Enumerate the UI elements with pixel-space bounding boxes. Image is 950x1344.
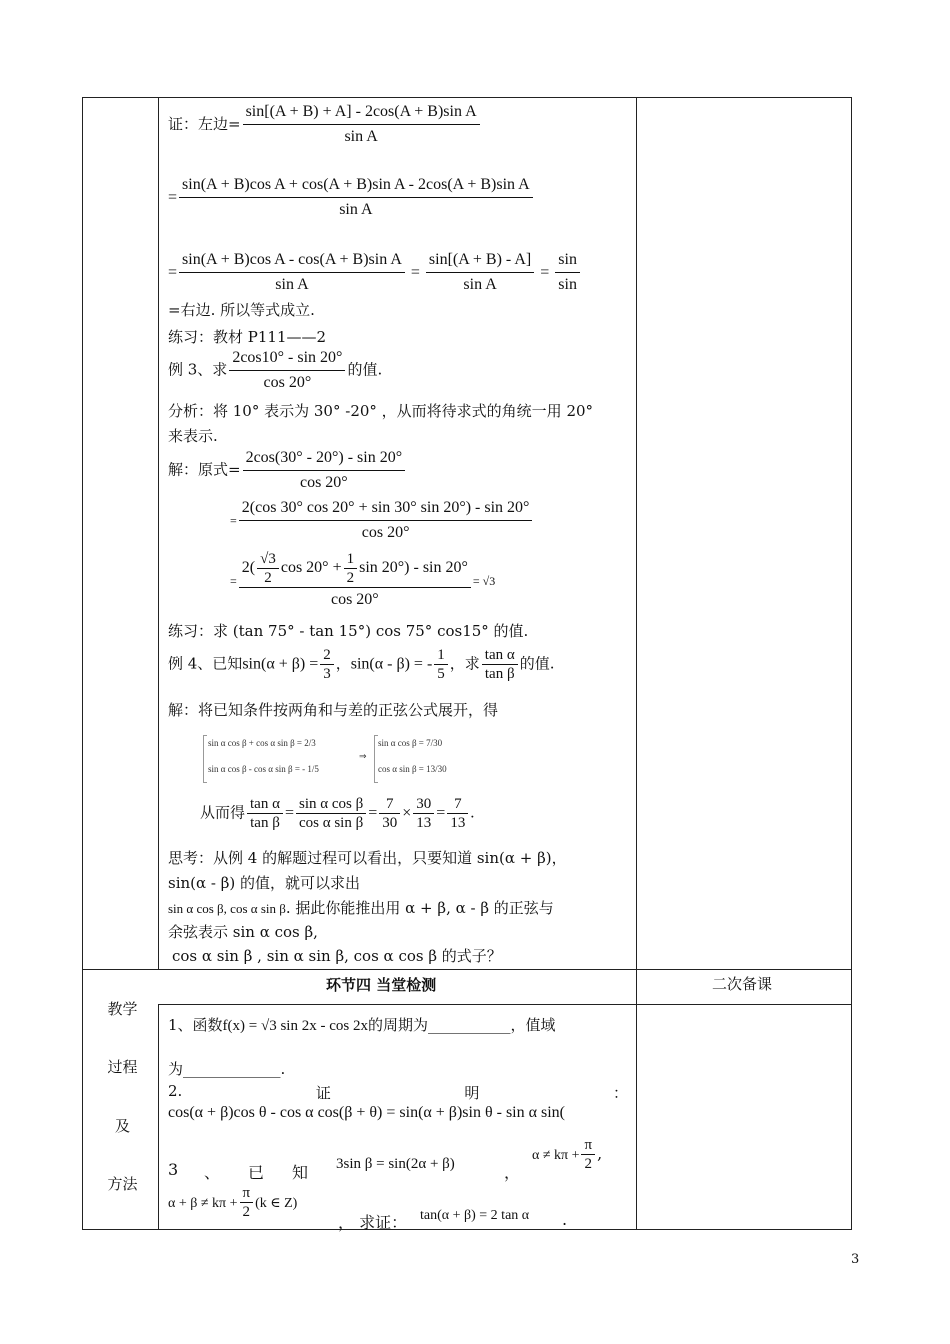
think-line-3 xyxy=(168,897,554,918)
left-label-and: 及 xyxy=(114,1117,130,1135)
q3-prove-label: ， 求证： xyxy=(338,1213,408,1232)
q3-cond1-text: α ≠ kπ + xyxy=(532,1148,580,1163)
ratio-result-line: 从而得 $\frac{\text{tan α}}{\text{tan β}}$ = $\frac{\text{sin α cos β}}{\text{cos α sin β}}$ = $\frac{7}{30}$ × $\frac{30}{13}$ = $\frac{7}{13}$ . xyxy=(200,796,475,831)
example-4-prefix: 例 4、已知 xyxy=(168,654,243,673)
think-line-1: 思考：从例 4 的解题过程可以看出，只要知道 sin(α + β)， xyxy=(168,849,567,867)
solution-fraction-2 xyxy=(239,496,533,545)
section4-title-divider xyxy=(158,1004,852,1005)
condition-2-fraction xyxy=(434,646,448,683)
ratio-4-num: 30 xyxy=(413,795,434,814)
ratio-5-num: 7 xyxy=(447,795,468,814)
proof-line-1 xyxy=(168,100,482,149)
sqrt3-den: 2 xyxy=(264,570,272,586)
left-label-process: 过程 xyxy=(107,1058,138,1076)
condition-2-num: 1 xyxy=(434,646,448,665)
solution-fraction-2-num: 2(cos 30° cos 20° + sin 30° sin 20°) - sin 20° xyxy=(239,496,533,521)
example-4-line xyxy=(168,646,555,683)
example-4-solution: 解：将已知条件按两角和与差的正弦公式展开，得 xyxy=(168,701,499,719)
solution-fraction-3-den: cos 20° xyxy=(330,591,379,608)
condition-1-den: 3 xyxy=(323,666,331,682)
proof-fraction-4 xyxy=(426,248,534,295)
q3-pi-over-2 xyxy=(581,1136,595,1173)
proof-fraction-4-den: sin A xyxy=(463,276,497,293)
sol3-open: 2( xyxy=(241,559,256,577)
sol3-mid: cos 20° + xyxy=(280,559,342,577)
system-1-eq-a: sin α cos β + cos α sin β = 2/3 xyxy=(208,738,316,748)
q1-prefix: 1、函数 xyxy=(168,1016,223,1034)
practice-2: 练习：求 (tan 75° - tan 15°) cos 75° cos15° 的值. xyxy=(168,622,529,640)
question-1-line-1 xyxy=(168,1014,556,1035)
table-right-border xyxy=(851,97,852,1230)
think-line-3-formula: sin α cos β, cos α sin β xyxy=(168,901,286,916)
q3-pi-over-2-b xyxy=(240,1184,254,1221)
q3-two: 2 xyxy=(584,1156,593,1172)
proof-fraction-5 xyxy=(555,248,580,295)
second-prep-label: 二次备课 xyxy=(712,975,773,993)
proof-block xyxy=(160,100,635,295)
proof-fraction-3-den: sin A xyxy=(275,276,309,293)
q3-word-1: 已 xyxy=(248,1163,265,1182)
page-number: 3 xyxy=(851,1252,860,1267)
practice-1: 练习：教材 P111——2 xyxy=(168,328,327,346)
proof-fraction-1-den: sin A xyxy=(344,128,378,145)
ratio-fraction-4 xyxy=(413,795,434,832)
one-over-2 xyxy=(344,550,358,587)
ratio-1-num: tan α xyxy=(247,795,283,814)
proof-fraction-2-den: sin A xyxy=(339,201,373,218)
question-1-line-2: 为_____________. xyxy=(168,1060,286,1078)
ratio-2-den: cos α sin β xyxy=(298,815,364,831)
q3-end: . xyxy=(562,1210,568,1229)
q3-equation: 3sin β = sin(2α + β) xyxy=(336,1156,455,1172)
solution-fraction-3-num xyxy=(239,550,471,588)
example-3-den: cos 20° xyxy=(263,374,312,391)
solution-fraction-3 xyxy=(239,550,471,612)
q3-sep: 、 xyxy=(204,1163,221,1182)
sol3-tail: sin 20°) - sin 20° xyxy=(359,559,468,577)
example-3-fraction xyxy=(229,346,345,395)
proof-line-3: = $\frac{\text{sin(A + B)cos A - cos(A + B)sin A}}{\text{sin A}}$ = $\frac{\sin[(A + B) - A]}{\text{sin A}}$ = $\frac{\sin}{\sin}$ xyxy=(168,248,582,295)
example-4-suffix: 的值. xyxy=(519,654,555,673)
example-3-prefix: 例 3、求 xyxy=(168,360,228,379)
solution-line-3: = 2( $\frac{√3}{2}$ cos 20° + $\frac{1}{2}$ sin 20°) - sin 20° cos 20° = √3 xyxy=(230,550,495,612)
system-2-eq-b: cos α sin β = 13/30 xyxy=(378,764,447,774)
solution-fraction-1 xyxy=(243,446,406,495)
system-brace-1 xyxy=(203,735,207,783)
example-4-target xyxy=(482,646,518,683)
result-prefix: 从而得 xyxy=(200,803,246,822)
solution-prefix: 解：原式= xyxy=(168,460,241,479)
proof-fraction-2-num: sin(A + B)cos A + cos(A + B)sin A - 2cos(A + B)sin A xyxy=(179,173,533,198)
q3-two-b: 2 xyxy=(242,1204,251,1220)
q3-number: 3 xyxy=(168,1160,179,1179)
question-2-line-1 xyxy=(168,1082,628,1103)
one-den: 2 xyxy=(346,570,355,586)
solution-line-2: = $\frac{2(\cos 30^\circ \cos 20^\circ + \sin 30^\circ \sin 20^\circ) - \sin 20^\circ}{\cos 20^\circ}$ xyxy=(230,496,534,545)
target-den: tan β xyxy=(484,666,515,682)
proof-fraction-3-num: sin(A + B)cos A - cos(A + B)sin A xyxy=(179,248,405,273)
sqrt3-num: √3 xyxy=(257,550,279,569)
condition-1-lhs: sin(α + β) = xyxy=(242,655,319,673)
q1-formula: f(x) = √3 sin 2x - cos 2x xyxy=(222,1018,368,1034)
solution-result: = √3 xyxy=(472,574,496,588)
example-3-suffix: 的值. xyxy=(347,360,383,379)
q3-goal: tan(α + β) = 2 tan α xyxy=(420,1208,530,1223)
solution-fraction-1-num: 2cos(30° - 20°) - sin 20° xyxy=(243,446,406,471)
q2-word-1: 证 xyxy=(315,1084,331,1102)
q3-pi-b: π xyxy=(240,1184,254,1203)
ratio-fraction-5 xyxy=(447,795,468,832)
column-divider-2 xyxy=(636,97,637,1230)
proof-conclusion: =右边. 所以等式成立. xyxy=(168,301,315,319)
proof-fraction-3 xyxy=(179,248,405,295)
q2-word-2: 明 xyxy=(464,1084,480,1102)
ratio-3-num: 7 xyxy=(379,795,400,814)
row-divider-section4 xyxy=(82,969,852,970)
q1-period-blank: 的周期为___________，值域 xyxy=(367,1016,556,1034)
q3-kz: (k ∈ Z) xyxy=(255,1196,298,1211)
ratio-3-den: 30 xyxy=(382,815,398,831)
condition-2-lhs: sin(α - β) = - xyxy=(350,655,433,673)
implies-arrow: ⇒ xyxy=(359,751,367,761)
system-2-eq-a: sin α cos β = 7/30 xyxy=(378,738,443,748)
proof-fraction-2 xyxy=(179,173,533,222)
q2-number: 2. xyxy=(168,1082,183,1100)
example-4-sep: ， xyxy=(335,654,351,673)
table-left-border xyxy=(82,97,83,1230)
proof-fraction-1 xyxy=(243,100,480,149)
ratio-1-den: tan β xyxy=(250,815,280,831)
section-4-title: 环节四 当堂检测 xyxy=(326,976,437,994)
think-line-4: 余弦表示 sin α cos β, xyxy=(168,923,318,941)
solution-line-1 xyxy=(168,446,407,495)
think-line-2: sin(α - β) 的值，就可以求出 xyxy=(168,874,361,892)
column-divider-section4 xyxy=(158,1004,159,1230)
q3-cond2-text: α + β ≠ kπ + xyxy=(168,1196,238,1211)
q3-condition-2 xyxy=(168,1184,297,1221)
condition-1-num: 2 xyxy=(320,646,334,665)
q3-condition-1 xyxy=(532,1136,602,1173)
question-3 xyxy=(168,1136,634,1232)
proof-fraction-5-num: sin xyxy=(555,248,580,273)
q3-comma: ， xyxy=(504,1163,521,1182)
ratio-fraction-3 xyxy=(379,795,400,832)
ratio-4-den: 13 xyxy=(416,815,432,831)
q2-colon: ： xyxy=(612,1084,628,1102)
ratio-2-num: sin α cos β xyxy=(296,795,366,814)
equation-system xyxy=(203,733,453,781)
ratio-5-den: 13 xyxy=(450,815,466,831)
condition-2-den: 5 xyxy=(437,666,445,682)
table-bottom-border xyxy=(82,1229,852,1230)
example-3-num: 2cos10° - sin 20° xyxy=(229,346,345,371)
analysis-line-1: 分析：将 10° 表示为 30° -20° ，从而将待求式的角统一用 20° xyxy=(168,402,594,420)
q3-pi: π xyxy=(581,1136,595,1155)
example-3-line xyxy=(168,346,382,395)
analysis-line-2: 来表示. xyxy=(168,427,218,445)
solution-fraction-1-den: cos 20° xyxy=(299,474,348,491)
left-label-teaching: 教学 xyxy=(107,1000,138,1018)
ratio-fraction-2 xyxy=(296,795,366,832)
proof-fraction-4-num: sin[(A + B) - A] xyxy=(426,248,534,273)
q3-word-2: 知 xyxy=(292,1163,309,1182)
proof-prefix: 证：左边= xyxy=(168,115,241,133)
column-divider-1 xyxy=(158,97,159,969)
example-4-ask: ，求 xyxy=(449,654,480,673)
question-2-formula-clip xyxy=(160,1102,635,1128)
q3-comma-2: , xyxy=(597,1144,603,1163)
system-1-eq-b: sin α cos β - cos α sin β = - 1/5 xyxy=(208,764,319,774)
think-line-5: cos α sin β , sin α sin β, cos α cos β 的式子？ xyxy=(172,947,502,965)
proof-fraction-5-den: sin xyxy=(558,276,577,293)
proof-line-2: = $\frac{\text{sin(A + B)cos A + cos(A + B)sin A - 2cos(A + B)sin A}}{\text{sin A}}$ xyxy=(168,173,535,222)
proof-fraction-1-num: sin[(A + B) + A] - 2cos(A + B)sin A xyxy=(243,100,480,125)
think-line-3-text: . 据此你能推出用 α + β, α - β 的正弦与 xyxy=(285,899,554,917)
left-label-method: 方法 xyxy=(107,1175,138,1193)
table-top-border xyxy=(82,97,852,98)
condition-1-fraction xyxy=(320,646,334,683)
one-num: 1 xyxy=(344,550,358,569)
ratio-fraction-1 xyxy=(247,795,283,832)
solution-fraction-2-den: cos 20° xyxy=(361,524,410,541)
sqrt3-over-2 xyxy=(257,550,279,587)
target-num: tan α xyxy=(482,646,518,665)
q2-formula: cos(α + β)cos θ - cos α cos(β + θ) = sin(α + β)sin θ - sin α sin( xyxy=(168,1104,565,1121)
